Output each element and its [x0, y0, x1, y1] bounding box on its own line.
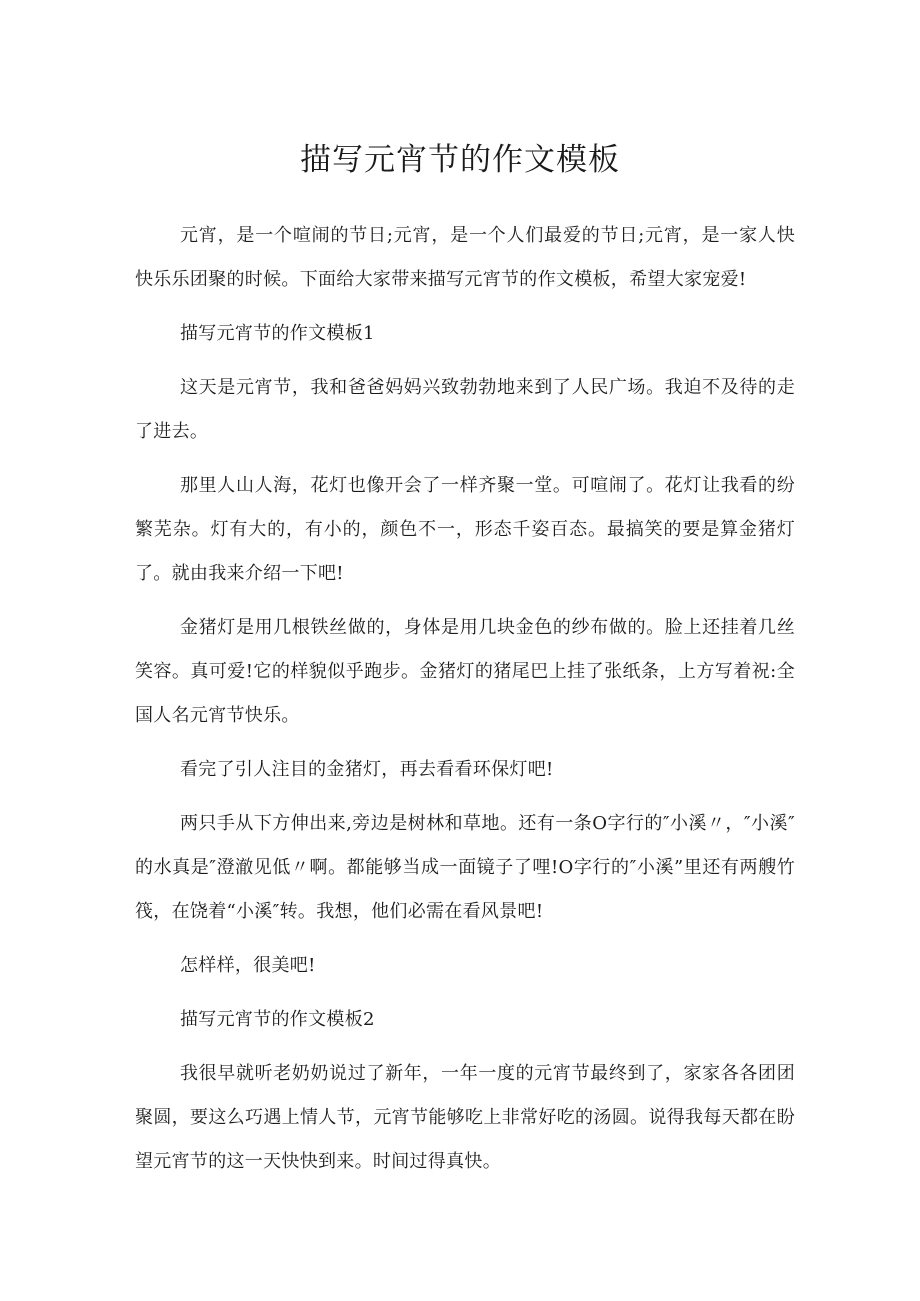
paragraph: 怎样样，很美吧! — [180, 955, 316, 976]
document-body — [135, 214, 795, 1194]
document-title: 描写元宵节的作文模板 — [300, 142, 620, 178]
paragraph: 两只手从下方伸出来,旁边是树林和草地。还有一条O字行的″小溪〃，″小溪″的水真是″澄澈见低〃啊。都能够当成一面镜子了哩!O字行的″小溪”里还有两艘竹筏，在饶着“小溪″转。我想，他们必需在看风景吧! — [135, 813, 795, 922]
paragraph: 看完了引人注目的金猪灯，再去看看环保灯吧! — [180, 759, 554, 780]
section-heading-1: 描写元宵节的作文模板1 — [180, 323, 375, 344]
paragraph: 这天是元宵节，我和爸爸妈妈兴致勃勃地来到了人民广场。我迫不及待的走了进去。 — [135, 377, 795, 442]
section-heading-2: 描写元宵节的作文模板2 — [180, 1009, 375, 1030]
paragraph: 那里人山人海，花灯也像开会了一样齐聚一堂。可喧闹了。花灯让我看的纷繁芜杂。灯有大的，有小的，颜色不一，形态千姿百态。最搞笑的要是算金猪灯了。就由我来介绍一下吧! — [135, 475, 795, 584]
paragraph: 金猪灯是用几根铁丝做的，身体是用几块金色的纱布做的。脸上还挂着几丝笑容。真可爱!它的样貌似乎跑步。金猪灯的猪尾巴上挂了张纸条，上方写着祝:全国人名元宵节快乐。 — [135, 617, 795, 726]
intro-paragraph: 元宵，是一个喧闹的节日;元宵，是一个人们最爱的节日;元宵，是一家人快快乐乐团聚的时候。下面给大家带来描写元宵节的作文模板，希望大家宠爱! — [135, 225, 795, 290]
paragraph: 我很早就听老奶奶说过了新年，一年一度的元宵节最终到了，家家各各团团聚圆，要这么巧遇上情人节，元宵节能够吃上非常好吃的汤圆。说得我每天都在盼望元宵节的这一天快快到来。时间过得真快。 — [135, 1063, 795, 1172]
